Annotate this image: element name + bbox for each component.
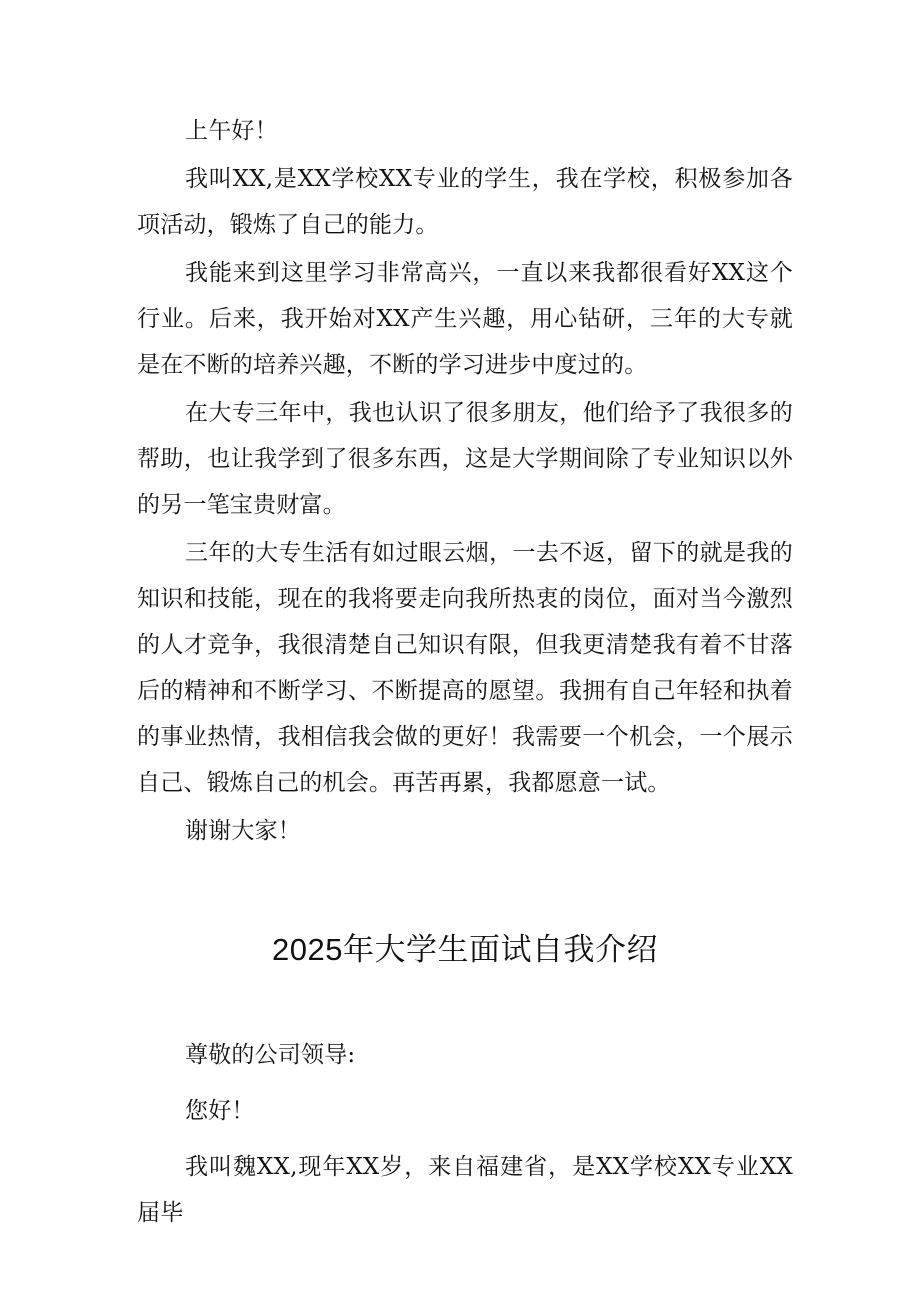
paragraph-self-intro: 我叫魏XX,现年XX岁，来自福建省，是XX学校XX专业XX届毕 (137, 1154, 793, 1226)
paragraph-friends: 在大专三年中，我也认识了很多朋友，他们给予了我很多的帮助，也让我学到了很多东西，这是大学期间除了专业知识以外的另一笔宝贵财富。 (137, 400, 793, 518)
greeting-hello: 您好！ (185, 1098, 255, 1124)
paragraph-aspiration: 三年的大专生活有如过眼云烟，一去不返，留下的就是我的知识和技能，现在的我将要走向我所热衷的岗位，面对当今激烈的人才竞争，我很清楚自己知识有限，但我更清楚我有着不甘落后的精神和不断学习、不断提高的愿望。我拥有自己年轻和执着的事业热情，我相信我会做的更好！我需要一个机会，一个展示自己、锻炼自己的机会。再苦再累，我都愿意一试。 (137, 540, 793, 796)
first-speech (137, 108, 793, 854)
salutation: 尊敬的公司领导: (185, 1042, 356, 1068)
second-introduction (137, 1032, 793, 1236)
greeting-morning: 上午好！ (185, 118, 278, 144)
paragraph-intro: 我叫XX,是XX学校XX专业的学生，我在学校，积极参加各项活动，锻炼了自己的能力。 (137, 166, 793, 238)
paragraph-interest: 我能来到这里学习非常高兴，一直以来我都很看好XX这个行业。后来，我开始对XX产生兴趣，用心钻研，三年的大专就是在不断的培养兴趣，不断的学习进步中度过的。 (137, 260, 793, 378)
closing-thanks: 谢谢大家！ (185, 818, 301, 844)
document-title: 2025年大学生面试自我介绍 (272, 932, 658, 967)
